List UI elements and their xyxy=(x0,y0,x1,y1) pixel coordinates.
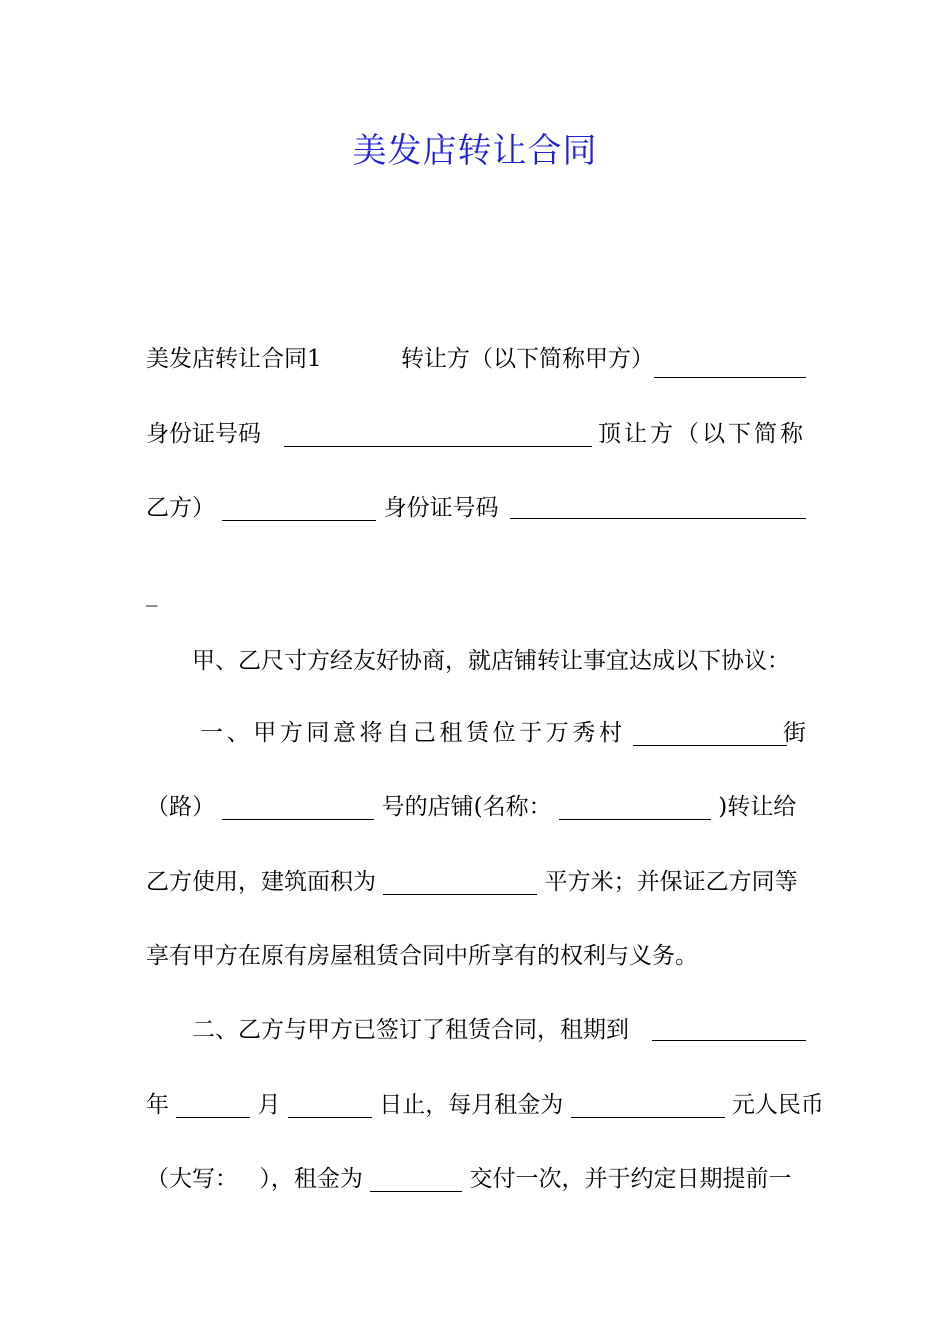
text-segment: 日止，每月租金为 xyxy=(379,1092,564,1118)
fill-blank xyxy=(571,1093,725,1118)
text-segment: 顶让方（以下简称 xyxy=(598,421,806,447)
fill-blank xyxy=(559,795,711,820)
paragraph-line xyxy=(146,339,806,379)
text-segment: ），租金为 xyxy=(259,1166,363,1192)
text-segment: 月 xyxy=(257,1092,281,1118)
paragraph-line xyxy=(146,787,806,827)
text-segment: 身份证号码 xyxy=(383,495,499,521)
text-segment: 交付一次，并于约定日期提前一 xyxy=(469,1166,792,1192)
text-segment: 号的店铺(名称： xyxy=(381,794,552,820)
text-segment: 乙方） xyxy=(146,495,215,521)
fill-blank xyxy=(383,870,537,895)
text-segment: 街 xyxy=(783,720,806,746)
text-segment: 转让方（以下简称甲方） xyxy=(401,346,654,372)
paragraph-line xyxy=(192,641,806,681)
fill-blank xyxy=(288,1093,372,1118)
text-segment: 享有甲方在原有房屋租赁合同中所享有的权利与义务。 xyxy=(146,943,698,969)
text-segment: 美发店转让合同1 xyxy=(146,346,322,372)
paragraph-line xyxy=(146,936,806,976)
paragraph-line xyxy=(146,1159,806,1199)
fill-blank xyxy=(284,422,592,447)
paragraph-line xyxy=(146,488,806,528)
text-segment: 元人民币 xyxy=(731,1092,824,1118)
text-segment: 乙方使用，建筑面积为 xyxy=(146,869,376,895)
fill-blank xyxy=(633,721,787,746)
text-segment: （大写： xyxy=(146,1166,238,1192)
paragraph-line xyxy=(146,414,806,454)
fill-blank xyxy=(222,496,376,521)
fill-blank xyxy=(654,353,806,378)
text-segment: （路） xyxy=(146,794,215,820)
paragraph-line xyxy=(192,1010,806,1050)
text-segment: 平方米；并保证乙方同等 xyxy=(544,869,798,895)
paragraph-line xyxy=(146,574,806,614)
paragraph-line xyxy=(146,1085,824,1125)
text-segment: 甲、乙尺寸方经友好协商，就店铺转让事宜达成以下协议： xyxy=(192,648,790,674)
fill-blank xyxy=(176,1093,250,1118)
document-title: 美发店转让合同 xyxy=(352,131,598,171)
text-segment: )转让给 xyxy=(718,794,797,820)
fill-blank xyxy=(222,795,374,820)
text-segment: _ xyxy=(146,581,158,607)
text-segment: 一、甲方同意将自己租赁位于万秀村 xyxy=(200,720,626,746)
paragraph-line xyxy=(146,862,806,902)
text-segment: 二、乙方与甲方已签订了租赁合同，租期到 xyxy=(192,1017,629,1043)
paragraph-line xyxy=(200,713,806,753)
fill-blank xyxy=(510,494,806,519)
fill-blank xyxy=(652,1016,806,1041)
fill-blank xyxy=(370,1167,462,1192)
text-segment: 身份证号码 xyxy=(146,421,261,447)
text-segment: 年 xyxy=(146,1092,169,1118)
